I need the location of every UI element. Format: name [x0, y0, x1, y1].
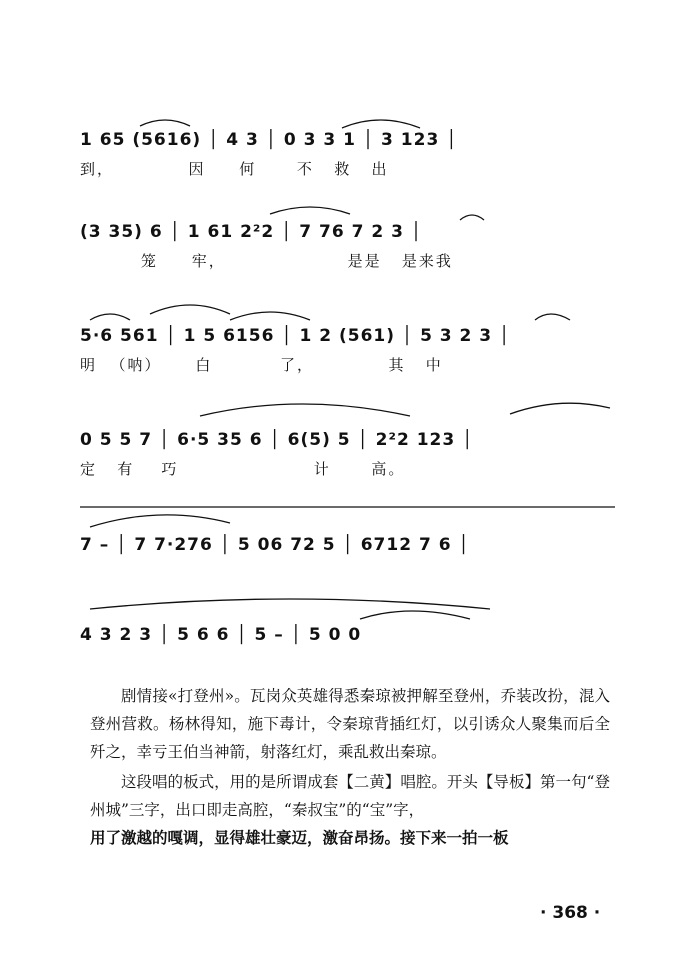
lyric-line: 到， 因 何 不 救 出	[80, 160, 389, 178]
score-row-4	[80, 400, 620, 478]
notation-line: 4 3 2 3 │ 5 6 6 │ 5 – │ 5 0 0	[80, 625, 362, 645]
notation-line: 5·6 561 │ 1 5 6156 │ 1 2 (561) │ 5 3 2 3 │	[80, 326, 511, 346]
score-row-6	[80, 595, 620, 661]
notation-line: 0 5 5 7 │ 6·5 35 6 │ 6(5) 5 │ 2²2 123 │	[80, 430, 474, 450]
score-row-5	[80, 505, 620, 565]
score-row-3	[80, 300, 620, 374]
score-row-2	[80, 206, 620, 270]
notation-line: 1 65 (5616) │ 4 3 │ 0 3 3 1 │ 3 123 │	[80, 130, 458, 150]
paragraph: 用了激越的嘎调，显得雄壮豪迈，激奋昂扬。接下来一拍一板	[90, 828, 509, 847]
lyric-line: 定 有 巧 计 高。	[80, 460, 406, 478]
paragraph: 这段唱的板式，用的是所谓成套【二黄】唱腔。开头【导板】第一句“登州城”三字，出口即走高腔，“秦叔宝”的“宝”字，	[90, 773, 610, 819]
lyric-line: 明 （呐） 白 了， 其 中	[80, 356, 443, 374]
page-number: · 368 ·	[540, 903, 601, 923]
score-row-1	[80, 118, 620, 182]
commentary-text	[90, 682, 610, 852]
paragraph: 剧情接«打登州»。瓦岗众英雄得悉秦琼被押解至登州，乔装改扮，混入登州营救。杨林得知，施下毒计，令秦琼背插红灯，以引诱众人聚集而后全歼之，幸亏王伯当神箭，射落红灯，乘乱救出秦琼。	[90, 687, 610, 761]
lyric-line: 笼 牢， 是是 是来我	[80, 252, 453, 270]
notation-line: 7 – │ 7 7·276 │ 5 06 72 5 │ 6712 7 6 │	[80, 535, 470, 555]
notation-line: (3 35) 6 │ 1 61 2²2 │ 7 76 7 2 3 │	[80, 222, 423, 242]
